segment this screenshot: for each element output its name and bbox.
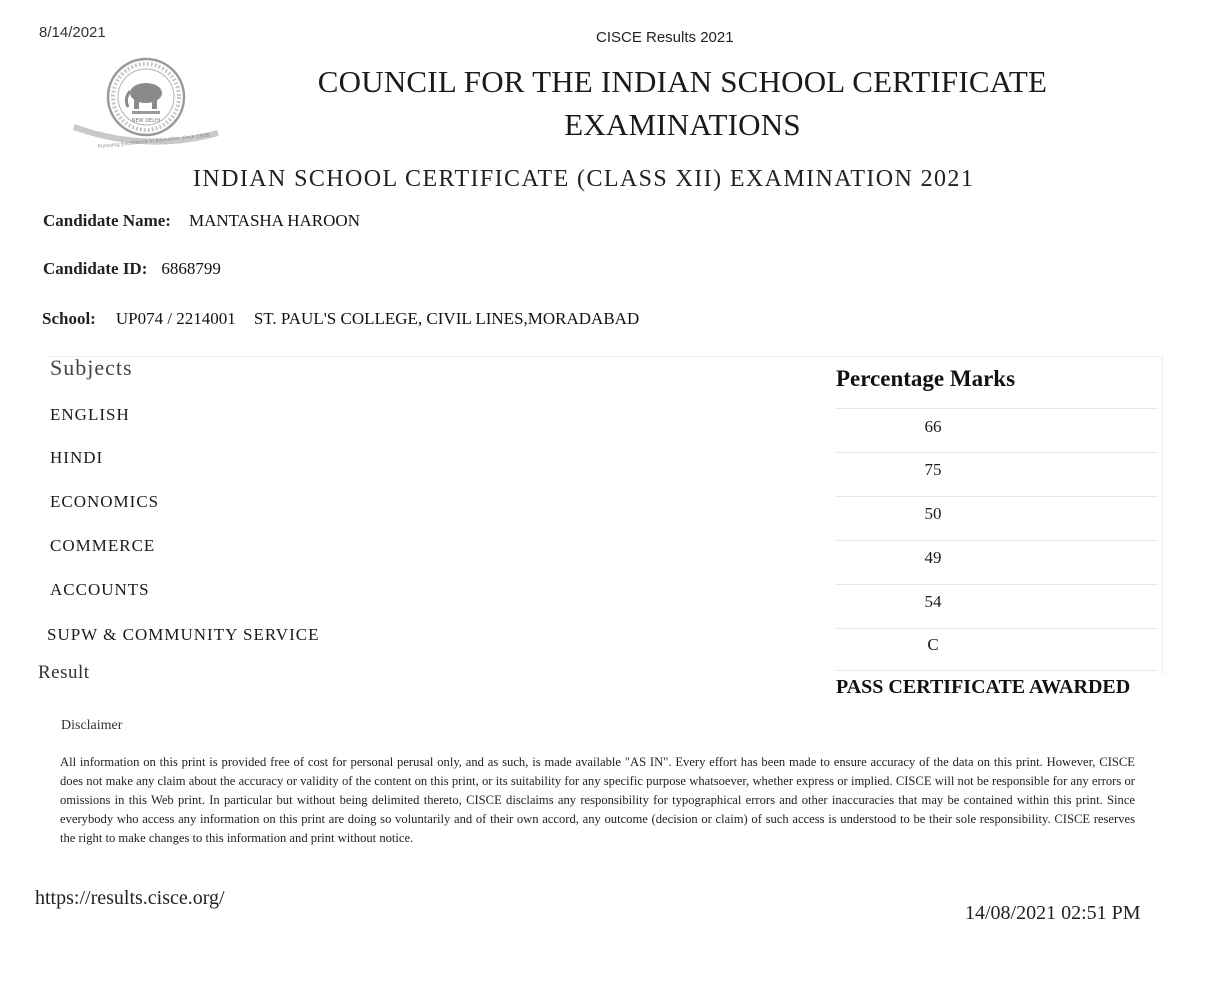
subject-name: COMMERCE — [50, 536, 156, 555]
subject-name: HINDI — [50, 448, 104, 467]
school-name: ST. PAUL'S COLLEGE, CIVIL LINES,MORADABAD — [253, 309, 640, 328]
table-divider — [836, 670, 1158, 671]
council-name-heading: COUNCIL FOR THE INDIAN SCHOOL CERTIFICATE EXAMINATIONS — [317, 64, 1048, 142]
print-page-title: CISCE Results 2021 — [596, 29, 734, 46]
subject-name: SUPW & COMMUNITY SERVICE — [47, 625, 320, 644]
cisce-emblem-icon — [68, 55, 228, 155]
disclaimer-text: All information on this print is provided free of cost for personal perusal only, and as such, is made available "AS IN". Every effort has been made to ensure accuracy of the data on this print. However, CISCE does not make any claim about the accuracy or validity of the content on this print, or its suitability for any specific purpose whatsoever, whether express or implied. CISCE will not be responsible for any errors or omissions in this Web print. In particular but without being delimited thereto, CISCE disclaims any responsibility for typographical errors and other inaccuracies that may be contained within this print. Since everybody who access any information on this print are doing so voluntarily and of their own accord, any outcome (decision or claim) of such access is understood to be their sole responsibility. CISCE reserves the right to make changes to this information and print without notice. — [60, 755, 1135, 845]
table-divider — [836, 584, 1158, 585]
subject-mark: 49 — [924, 548, 942, 567]
school-row — [42, 309, 639, 329]
table-divider — [836, 496, 1158, 497]
exam-title: INDIAN SCHOOL CERTIFICATE (CLASS XII) EXAMINATION 2021 — [193, 166, 975, 192]
subject-mark: 75 — [924, 460, 942, 479]
table-divider — [836, 540, 1158, 541]
table-divider — [836, 452, 1158, 453]
subject-mark: C — [927, 635, 939, 654]
disclaimer-heading: Disclaimer — [61, 718, 123, 733]
candidate-id-label: Candidate ID: — [43, 259, 148, 278]
candidate-name-row — [43, 211, 360, 231]
candidate-name-label: Candidate Name: — [43, 211, 171, 230]
school-label: School: — [42, 309, 96, 328]
subjects-column-header: Subjects — [50, 355, 133, 380]
table-divider — [836, 628, 1158, 629]
subject-mark: 50 — [924, 504, 942, 523]
subject-mark: 66 — [924, 417, 942, 436]
result-label: Result — [38, 662, 90, 683]
candidate-id-value: 6868799 — [161, 259, 221, 278]
subject-mark: 54 — [924, 592, 942, 611]
candidate-name-value: MANTASHA HAROON — [188, 211, 360, 230]
subject-name: ENGLISH — [50, 405, 130, 424]
page-url: https://results.cisce.org/ — [35, 887, 225, 909]
candidate-id-row — [43, 259, 221, 279]
result-value: PASS CERTIFICATE AWARDED — [836, 676, 1131, 698]
school-code: UP074 / 2214001 — [115, 309, 236, 328]
table-divider — [836, 408, 1158, 409]
print-date: 8/14/2021 — [39, 24, 106, 41]
marks-column-header: Percentage Marks — [836, 366, 1016, 391]
subject-name: ACCOUNTS — [50, 580, 150, 599]
svg-text:NEW DELHI: NEW DELHI — [131, 118, 161, 124]
print-timestamp: 14/08/2021 02:51 PM — [965, 902, 1141, 924]
svg-text:Pursuing Excellence in Educati: Pursuing Excellence in Education since 1958 — [97, 132, 210, 151]
subject-name: ECONOMICS — [50, 492, 160, 511]
